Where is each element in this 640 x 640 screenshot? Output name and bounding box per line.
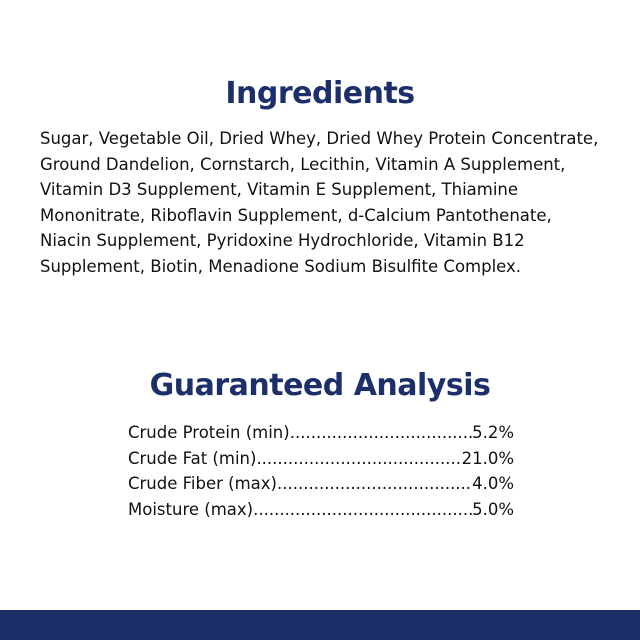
analysis-row-crude-fat — [128, 446, 514, 472]
analysis-row-moisture — [128, 497, 514, 523]
dot-leader — [256, 446, 461, 472]
analysis-row-crude-fiber — [128, 471, 514, 497]
analysis-label: Crude Fat (min) — [128, 448, 257, 468]
footer-bar — [0, 610, 640, 640]
analysis-value: 5.0% — [472, 499, 514, 519]
analysis-label: Moisture (max) — [128, 499, 254, 519]
guaranteed-analysis-heading: Guaranteed Analysis — [149, 368, 491, 403]
dot-leader — [277, 471, 472, 497]
analysis-row-crude-protein — [128, 420, 514, 446]
analysis-label: Crude Protein (min) — [128, 423, 290, 442]
dot-leader — [290, 420, 472, 446]
analysis-value: 5.2% — [472, 423, 514, 442]
dot-leader — [253, 497, 472, 523]
guaranteed-analysis-table — [128, 420, 514, 522]
analysis-value: 21.0% — [461, 448, 514, 468]
analysis-value: 4.0% — [472, 474, 514, 494]
ingredients-heading: Ingredients — [225, 76, 415, 111]
ingredients-list: Sugar, Vegetable Oil, Dried Whey, Dried Whey Protein Concentrate, Ground Dandelion, Cornstarch, Lecithin, Vitamin A Supplement, Vitamin D3 Supplement, Vitamin E Supplement, Thiamine Mononitrate, Riboflavin Supplement, d-Calcium Pantothenate, Niacin Supplement, Pyridoxine Hydrochloride, Vitamin B12 Supplement, Biotin, Menadione Sodium Bisulfite Complex. — [40, 129, 599, 276]
analysis-label: Crude Fiber (max) — [128, 474, 277, 494]
